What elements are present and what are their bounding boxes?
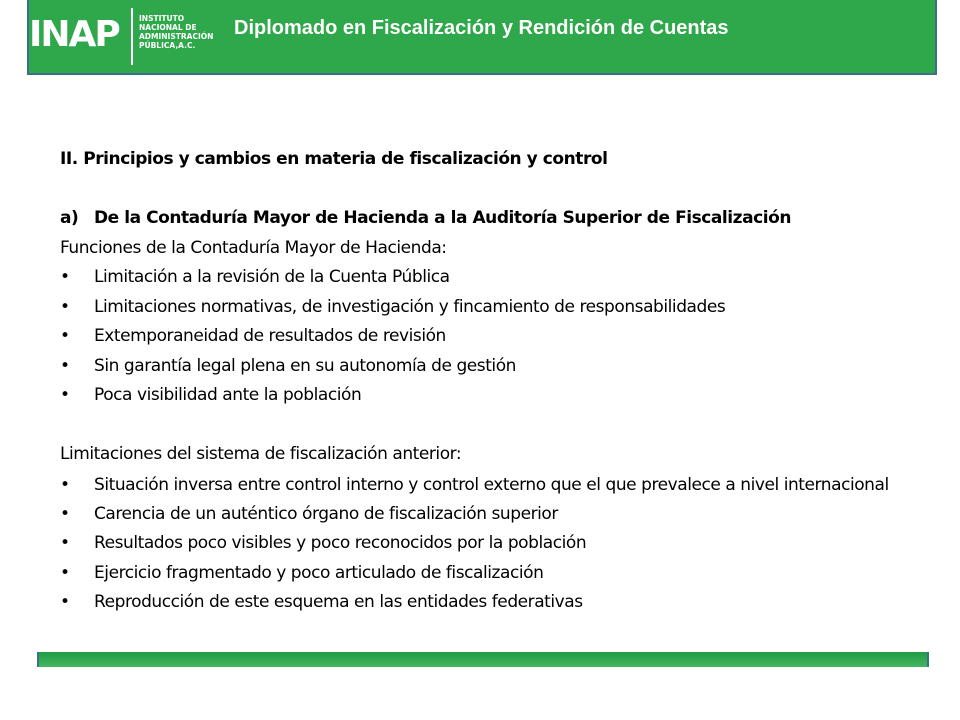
- bullet: •: [60, 267, 70, 287]
- logo-text: [139, 14, 234, 50]
- list-item-text: Ejercicio fragmentado y poco articulado de fiscalización: [94, 562, 544, 583]
- logo-line: ADMINISTRACIÓN: [139, 32, 214, 41]
- logo-divider: [131, 8, 133, 65]
- footer-bar: [37, 652, 929, 667]
- list-item-text: Situación inversa entre control interno y control externo que el que prevalece a nivel internacional: [94, 474, 889, 495]
- subsection-heading: [60, 204, 904, 234]
- bullet: •: [60, 592, 70, 612]
- slide-content: [60, 145, 904, 618]
- list-item: [60, 322, 904, 352]
- spacer: [60, 411, 904, 441]
- subsection-marker: a): [60, 208, 79, 228]
- header-title: Diplomado en Fiscalización y Rendición de Cuentas: [234, 17, 729, 39]
- list-item: [60, 293, 904, 323]
- list1-heading: Funciones de la Contaduría Mayor de Hacienda:: [60, 237, 447, 258]
- list-item: [60, 588, 904, 618]
- section-title: II. Principios y cambios en materia de fiscalización y control: [60, 149, 608, 169]
- list-item: [60, 559, 904, 589]
- list-item: [60, 381, 904, 411]
- bullet: •: [60, 296, 70, 317]
- header-bar: [27, 0, 937, 75]
- list-item: [60, 500, 904, 530]
- subsection-text: De la Contaduría Mayor de Hacienda a la Auditoría Superior de Fiscalización: [94, 208, 792, 228]
- list-item-text: Reproducción de este esquema en las entidades federativas: [94, 592, 583, 612]
- inap-logo: [29, 0, 229, 73]
- bullet: •: [60, 385, 70, 405]
- list-item-text: Limitación a la revisión de la Cuenta Pública: [94, 267, 450, 287]
- logo-mark: INAP: [29, 14, 119, 55]
- list-item: [60, 473, 904, 497]
- logo-line: NACIONAL DE: [139, 23, 197, 32]
- bullet: •: [60, 326, 70, 346]
- bullet: •: [60, 474, 70, 495]
- logo-line: PÚBLICA,A.C.: [139, 41, 196, 50]
- list-item-text: Sin garantía legal plena en su autonomía de gestión: [94, 355, 516, 376]
- list-item-text: Resultados poco visibles y poco reconocidos por la población: [94, 533, 587, 553]
- list-item: [60, 263, 904, 293]
- list-item: [60, 529, 904, 559]
- bullet: •: [60, 503, 70, 524]
- list-item-text: Limitaciones normativas, de investigación y fincamiento de responsabilidades: [94, 296, 726, 317]
- bullet: •: [60, 562, 70, 583]
- bullet: •: [60, 355, 70, 376]
- list2-heading: Limitaciones del sistema de fiscalización anterior:: [60, 444, 462, 464]
- logo-line: INSTITUTO: [139, 14, 185, 23]
- list-item-text: Poca visibilidad ante la población: [94, 385, 362, 405]
- spacer: [60, 175, 904, 205]
- list-item-text: Extemporaneidad de resultados de revisión: [94, 326, 446, 346]
- list1: [60, 263, 904, 411]
- list-item-text: Carencia de un auténtico órgano de fiscalización superior: [94, 503, 558, 524]
- list-item: [60, 352, 904, 382]
- bullet: •: [60, 533, 70, 553]
- list2: [60, 473, 904, 618]
